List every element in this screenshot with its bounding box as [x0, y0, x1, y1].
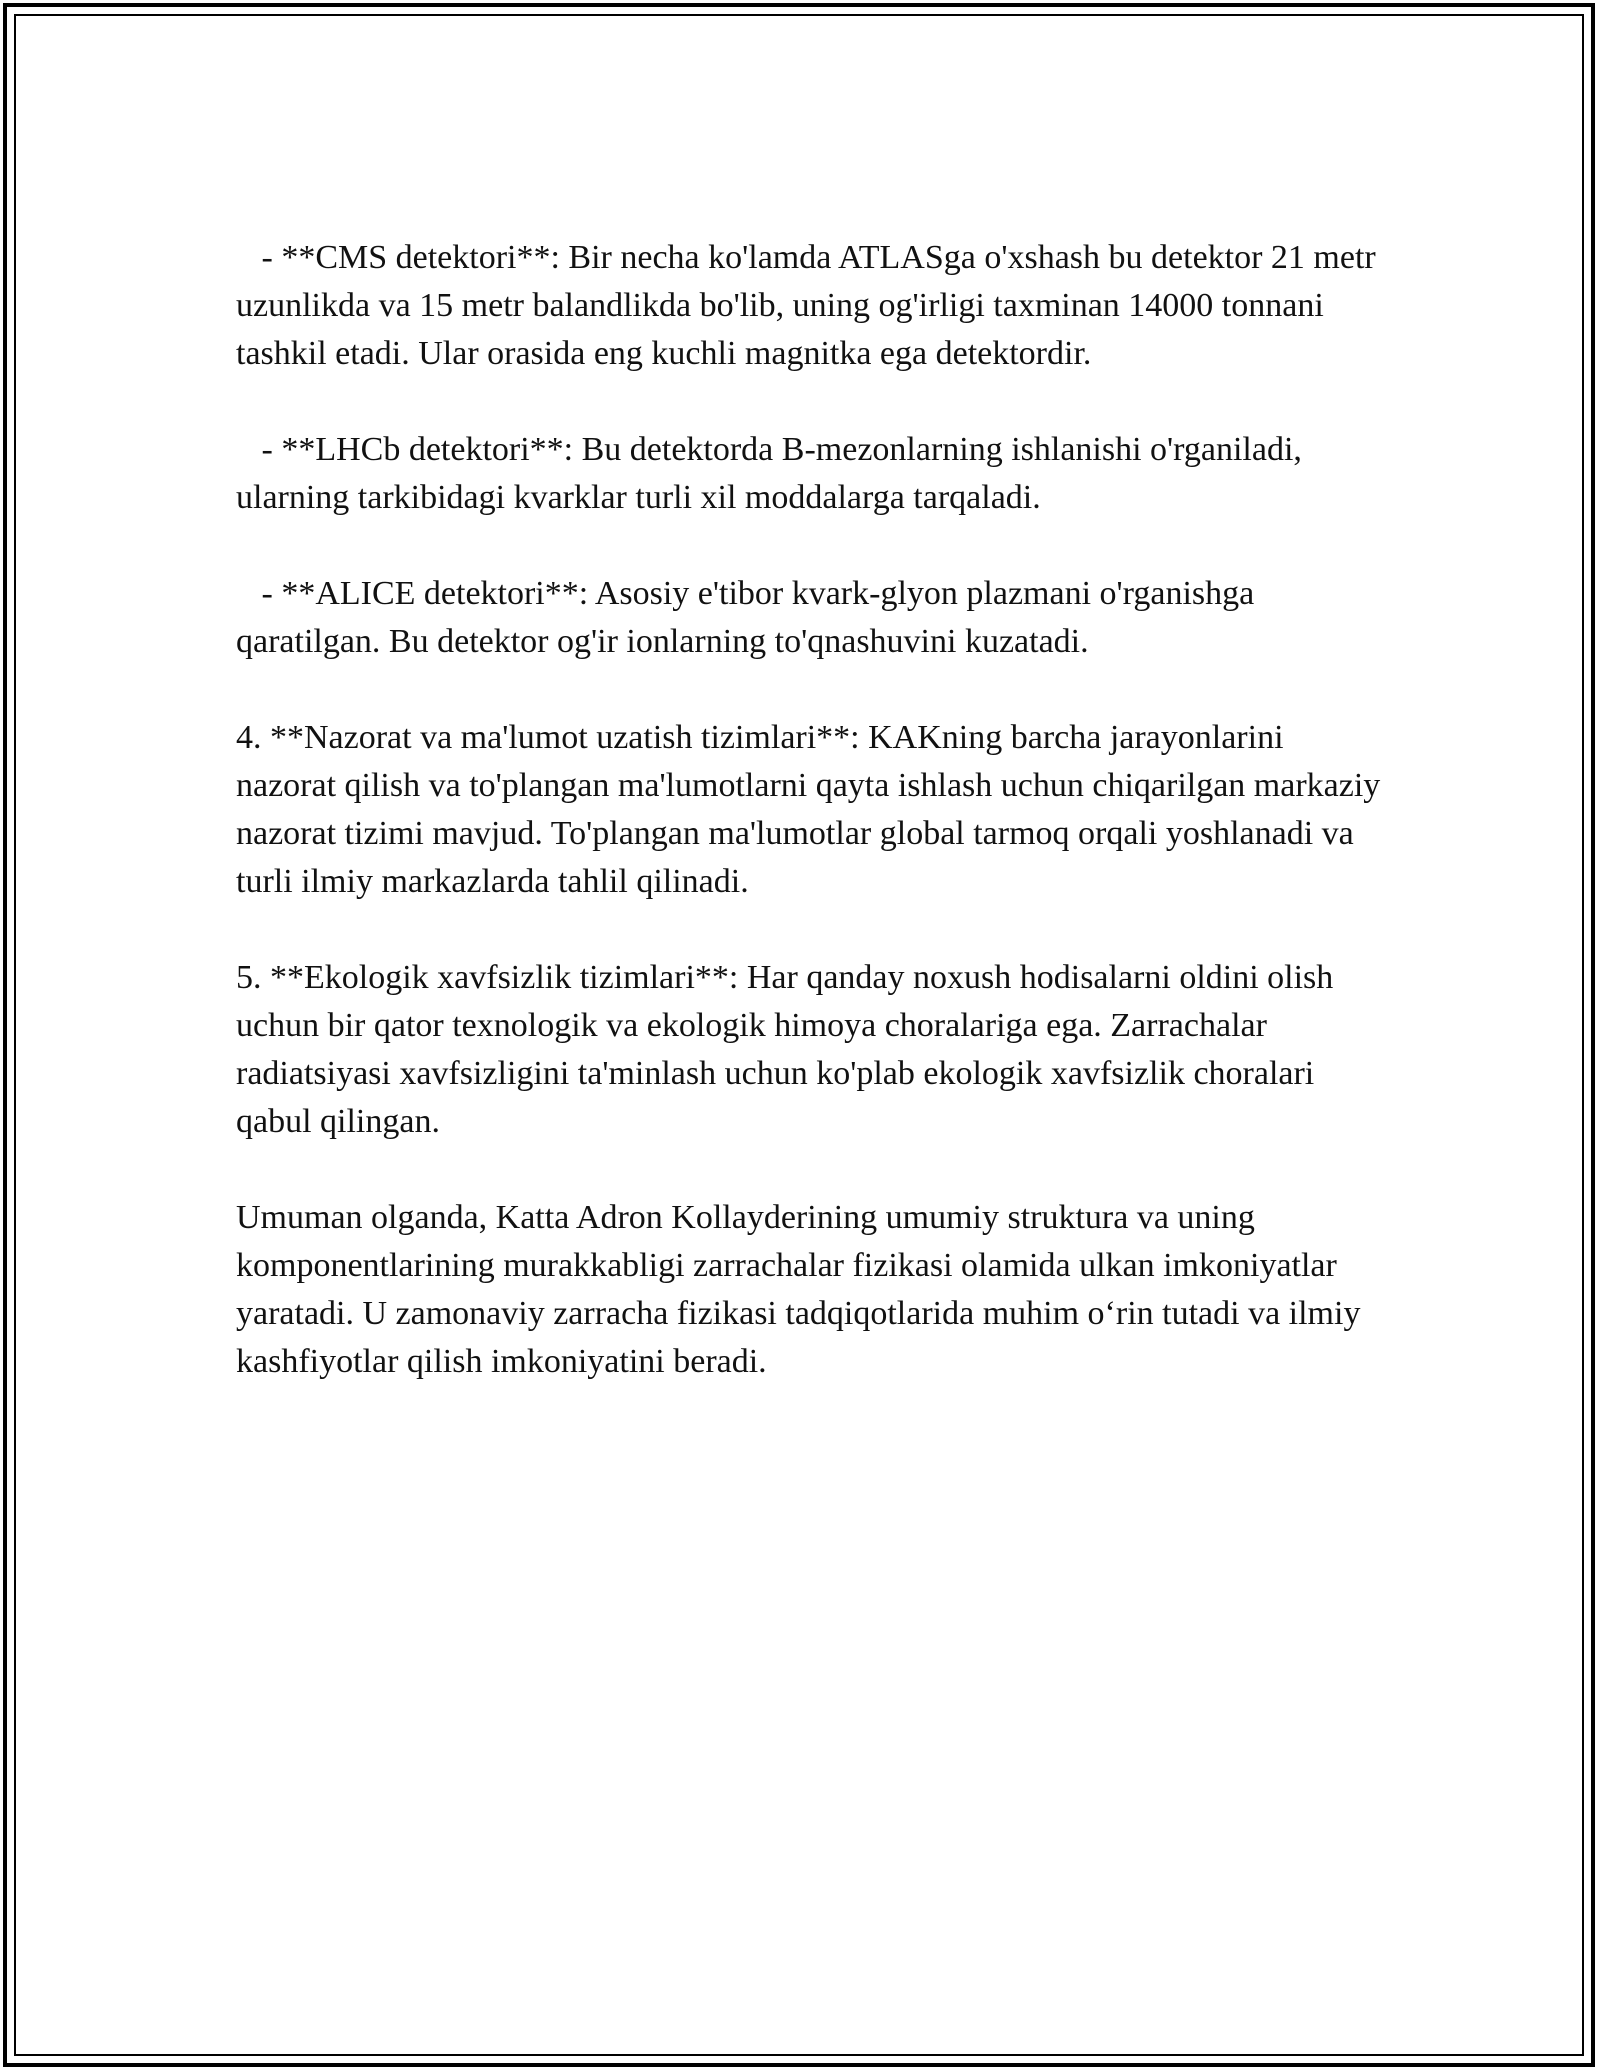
paragraph-conclusion: Umuman olganda, Katta Adron Kollayderining umumiy struktura va uning komponentlarining murakkabligi zarrachalar fizikasi olamida ulkan imkoniyatlar yaratadi. U zamonaviy zarracha fizikasi tadqiqotlarida muhim o‘rin tutadi va ilmiy kashfiyotlar qilish imkoniyatini beradi. [236, 1199, 1369, 1380]
document-body [236, 234, 1389, 1434]
paragraph-cms-detector: - **CMS detektori**: Bir necha ko'lamda ATLASga o'xshash bu detektor 21 metr uzunlikda va 15 metr balandlikda bo'lib, uning og'irligi taxminan 14000 tonnani tashkil etadi. Ular orasida eng kuchli magnitka ega detektordir. [236, 239, 1385, 372]
paragraph-control-data-systems: 4. **Nazorat va ma'lumot uzatish tizimlari**: KAKning barcha jarayonlarini nazorat qilish va to'plangan ma'lumotlarni qayta ishlash uchun chiqarilgan markaziy nazorat tizimi mavjud. To'plangan ma'lumotlar global tarmoq orqali yoshlanadi va turli ilmiy markazlarda tahlil qilinadi. [236, 719, 1389, 900]
paragraph-ecological-safety: 5. **Ekologik xavfsizlik tizimlari**: Har qanday noxush hodisalarni oldini olish uchun bir qator texnologik va ekologik himoya choralariga ega. Zarrachalar radiatsiyasi xavfsizligini ta'minlash uchun ko'plab ekologik xavfsizlik choralari qabul qilingan. [236, 959, 1342, 1140]
paragraph-alice-detector: - **ALICE detektori**: Asosiy e'tibor kvark-glyon plazmani o'rganishga qaratilgan. Bu detektor og'ir ionlarning to'qnashuvini kuzatadi. [236, 575, 1263, 660]
paragraph-lhcb-detector: - **LHCb detektori**: Bu detektorda B-mezonlarning ishlanishi o'rganiladi, ularning tarkibidagi kvarklar turli xil moddalarga tarqaladi. [236, 431, 1311, 516]
